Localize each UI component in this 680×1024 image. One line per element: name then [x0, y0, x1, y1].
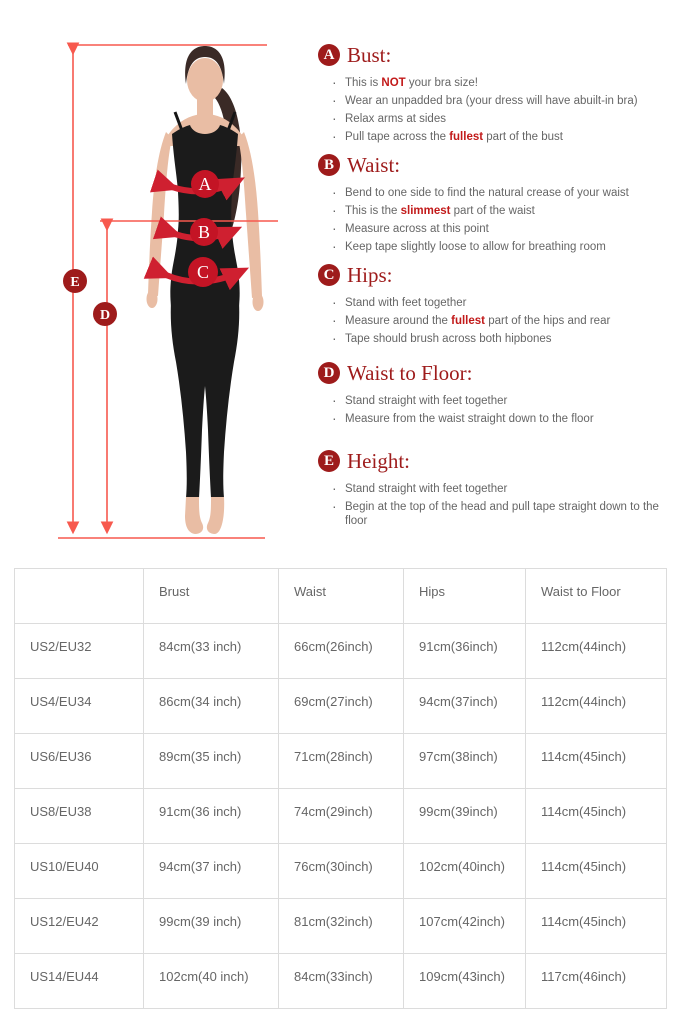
- measure-value: 112cm(44inch): [526, 679, 667, 734]
- table-row: [15, 899, 667, 954]
- table-header-row: [15, 569, 667, 624]
- bullet-dot: ·: [332, 392, 337, 408]
- measure-tip: [332, 410, 672, 428]
- measure-value: 76cm(30inch): [279, 844, 404, 899]
- tip-text: Pull tape across the: [345, 131, 450, 143]
- bullet-dot: ·: [332, 238, 337, 254]
- bullet-dot: ·: [332, 480, 337, 496]
- tip-text: Stand straight with feet together: [345, 483, 508, 495]
- measure-tip: [332, 74, 672, 92]
- measure-value: 112cm(44inch): [526, 624, 667, 679]
- tip-text: Bend to one side to find the natural crease of your waist: [345, 187, 629, 199]
- bullet-dot: ·: [332, 294, 337, 310]
- bullet-dot: ·: [332, 110, 337, 126]
- measure-value: 114cm(45inch): [526, 844, 667, 899]
- column-header: Waist: [279, 569, 404, 624]
- tip-text: Stand with feet together: [345, 297, 467, 309]
- column-header: [15, 569, 144, 624]
- hips-marker: [188, 257, 218, 287]
- tip-text: Tape should brush across both hipbones: [345, 333, 552, 345]
- measure-section-bust: [318, 43, 672, 146]
- tip-emphasis: fullest: [449, 131, 484, 143]
- bullet-dot: ·: [332, 202, 337, 218]
- size-label: US6/EU36: [15, 734, 144, 789]
- measure-value: 102cm(40inch): [404, 844, 526, 899]
- tip-text: part of the hips and rear: [485, 315, 611, 327]
- measure-tip: [332, 238, 672, 256]
- tip-text: part of the bust: [483, 131, 563, 143]
- measure-value: 114cm(45inch): [526, 734, 667, 789]
- tip-text: This is the: [345, 205, 401, 217]
- size-label: US2/EU32: [15, 624, 144, 679]
- column-header: Brust: [144, 569, 279, 624]
- measure-value: 114cm(45inch): [526, 789, 667, 844]
- size-chart-header: [15, 569, 667, 624]
- section-title: Waist:: [347, 153, 401, 177]
- measure-tip: [332, 92, 672, 110]
- measure-value: 69cm(27inch): [279, 679, 404, 734]
- size-label: US14/EU44: [15, 954, 144, 1009]
- tip-text: This is: [345, 77, 382, 89]
- measure-tip: [332, 330, 672, 348]
- svg-text:D: D: [99, 308, 111, 323]
- bullet-dot: ·: [332, 128, 337, 144]
- measure-value: 99cm(39 inch): [144, 899, 279, 954]
- bullet-dot: ·: [332, 498, 337, 514]
- measure-tip: [332, 184, 672, 202]
- section-title: Waist to Floor:: [347, 361, 473, 385]
- measure-tip: [332, 128, 672, 146]
- bullet-dot: ·: [332, 312, 337, 328]
- section-title: Bust:: [347, 43, 392, 67]
- measure-tip: [332, 110, 672, 128]
- tip-text: Wear an unpadded bra (your dress will have abuilt-in bra): [345, 95, 638, 107]
- measure-value: 117cm(46inch): [526, 954, 667, 1009]
- measure-section-hips: [318, 263, 672, 348]
- measure-tip: [332, 498, 672, 530]
- bullet-dot: ·: [332, 74, 337, 90]
- size-chart-table: [14, 568, 667, 1009]
- measure-value: 81cm(32inch): [279, 899, 404, 954]
- measure-tip: [332, 294, 672, 312]
- waist-marker: [190, 218, 218, 246]
- measure-tip: [332, 392, 672, 410]
- measure-value: 66cm(26inch): [279, 624, 404, 679]
- measure-value: 114cm(45inch): [526, 899, 667, 954]
- tip-text: Measure across at this point: [345, 223, 489, 235]
- section-badge: E: [318, 450, 340, 472]
- size-label: US12/EU42: [15, 899, 144, 954]
- table-row: [15, 954, 667, 1009]
- table-row: [15, 734, 667, 789]
- section-badge: D: [318, 362, 340, 384]
- section-badge: A: [318, 44, 340, 66]
- measure-value: 86cm(34 inch): [144, 679, 279, 734]
- svg-text:B: B: [197, 222, 211, 242]
- bullet-dot: ·: [332, 184, 337, 200]
- measure-value: 94cm(37inch): [404, 679, 526, 734]
- measure-section-waist: [318, 153, 672, 256]
- measure-value: 89cm(35 inch): [144, 734, 279, 789]
- svg-text:E: E: [70, 275, 80, 290]
- tip-text: Measure from the waist straight down to the floor: [345, 413, 594, 425]
- measure-value: 91cm(36inch): [404, 624, 526, 679]
- table-row: [15, 624, 667, 679]
- table-row: [15, 844, 667, 899]
- tip-text: Stand straight with feet together: [345, 395, 508, 407]
- bullet-dot: ·: [332, 92, 337, 108]
- section-badge: B: [318, 154, 340, 176]
- model-figure: [147, 46, 264, 534]
- height-marker: [63, 269, 87, 293]
- measure-value: 84cm(33 inch): [144, 624, 279, 679]
- measurement-diagram: [0, 0, 320, 560]
- measure-value: 99cm(39inch): [404, 789, 526, 844]
- tip-text: Measure around the: [345, 315, 452, 327]
- table-row: [15, 679, 667, 734]
- measure-value: 94cm(37 inch): [144, 844, 279, 899]
- measure-value: 74cm(29inch): [279, 789, 404, 844]
- table-row: [15, 789, 667, 844]
- measure-value: 84cm(33inch): [279, 954, 404, 1009]
- bullet-dot: ·: [332, 220, 337, 236]
- tip-emphasis: fullest: [451, 315, 485, 327]
- bullet-dot: ·: [332, 410, 337, 426]
- measure-section-waist-to-floor: [318, 361, 672, 428]
- measure-value: 71cm(28inch): [279, 734, 404, 789]
- tip-emphasis: NOT: [381, 77, 406, 89]
- size-label: US8/EU38: [15, 789, 144, 844]
- bullet-dot: ·: [332, 330, 337, 346]
- size-label: US4/EU34: [15, 679, 144, 734]
- svg-text:A: A: [198, 174, 212, 194]
- measure-section-height: [318, 449, 672, 530]
- measure-value: 97cm(38inch): [404, 734, 526, 789]
- measure-value: 91cm(36 inch): [144, 789, 279, 844]
- svg-text:C: C: [196, 262, 210, 282]
- section-title: Hips:: [347, 263, 393, 287]
- measure-value: 102cm(40 inch): [144, 954, 279, 1009]
- tip-text: Begin at the top of the head and pull tape straight down to the floor: [345, 501, 659, 527]
- size-chart-body: [15, 624, 667, 1009]
- measure-value: 109cm(43inch): [404, 954, 526, 1009]
- tip-emphasis: slimmest: [400, 205, 451, 217]
- column-header: Hips: [404, 569, 526, 624]
- bust-marker: [191, 170, 219, 198]
- tip-text: Relax arms at sides: [345, 113, 446, 125]
- measure-value: 107cm(42inch): [404, 899, 526, 954]
- measure-tip: [332, 480, 672, 498]
- measure-tip: [332, 202, 672, 220]
- section-title: Height:: [347, 449, 410, 473]
- tip-text: part of the waist: [450, 205, 535, 217]
- tip-text: Keep tape slightly loose to allow for breathing room: [345, 241, 606, 253]
- tip-text: your bra size!: [405, 77, 478, 89]
- measure-tip: [332, 220, 672, 238]
- measure-instructions: [318, 0, 672, 560]
- measure-tip: [332, 312, 672, 330]
- section-badge: C: [318, 264, 340, 286]
- waist-to-floor-marker: [93, 302, 117, 326]
- size-label: US10/EU40: [15, 844, 144, 899]
- column-header: Waist to Floor: [526, 569, 667, 624]
